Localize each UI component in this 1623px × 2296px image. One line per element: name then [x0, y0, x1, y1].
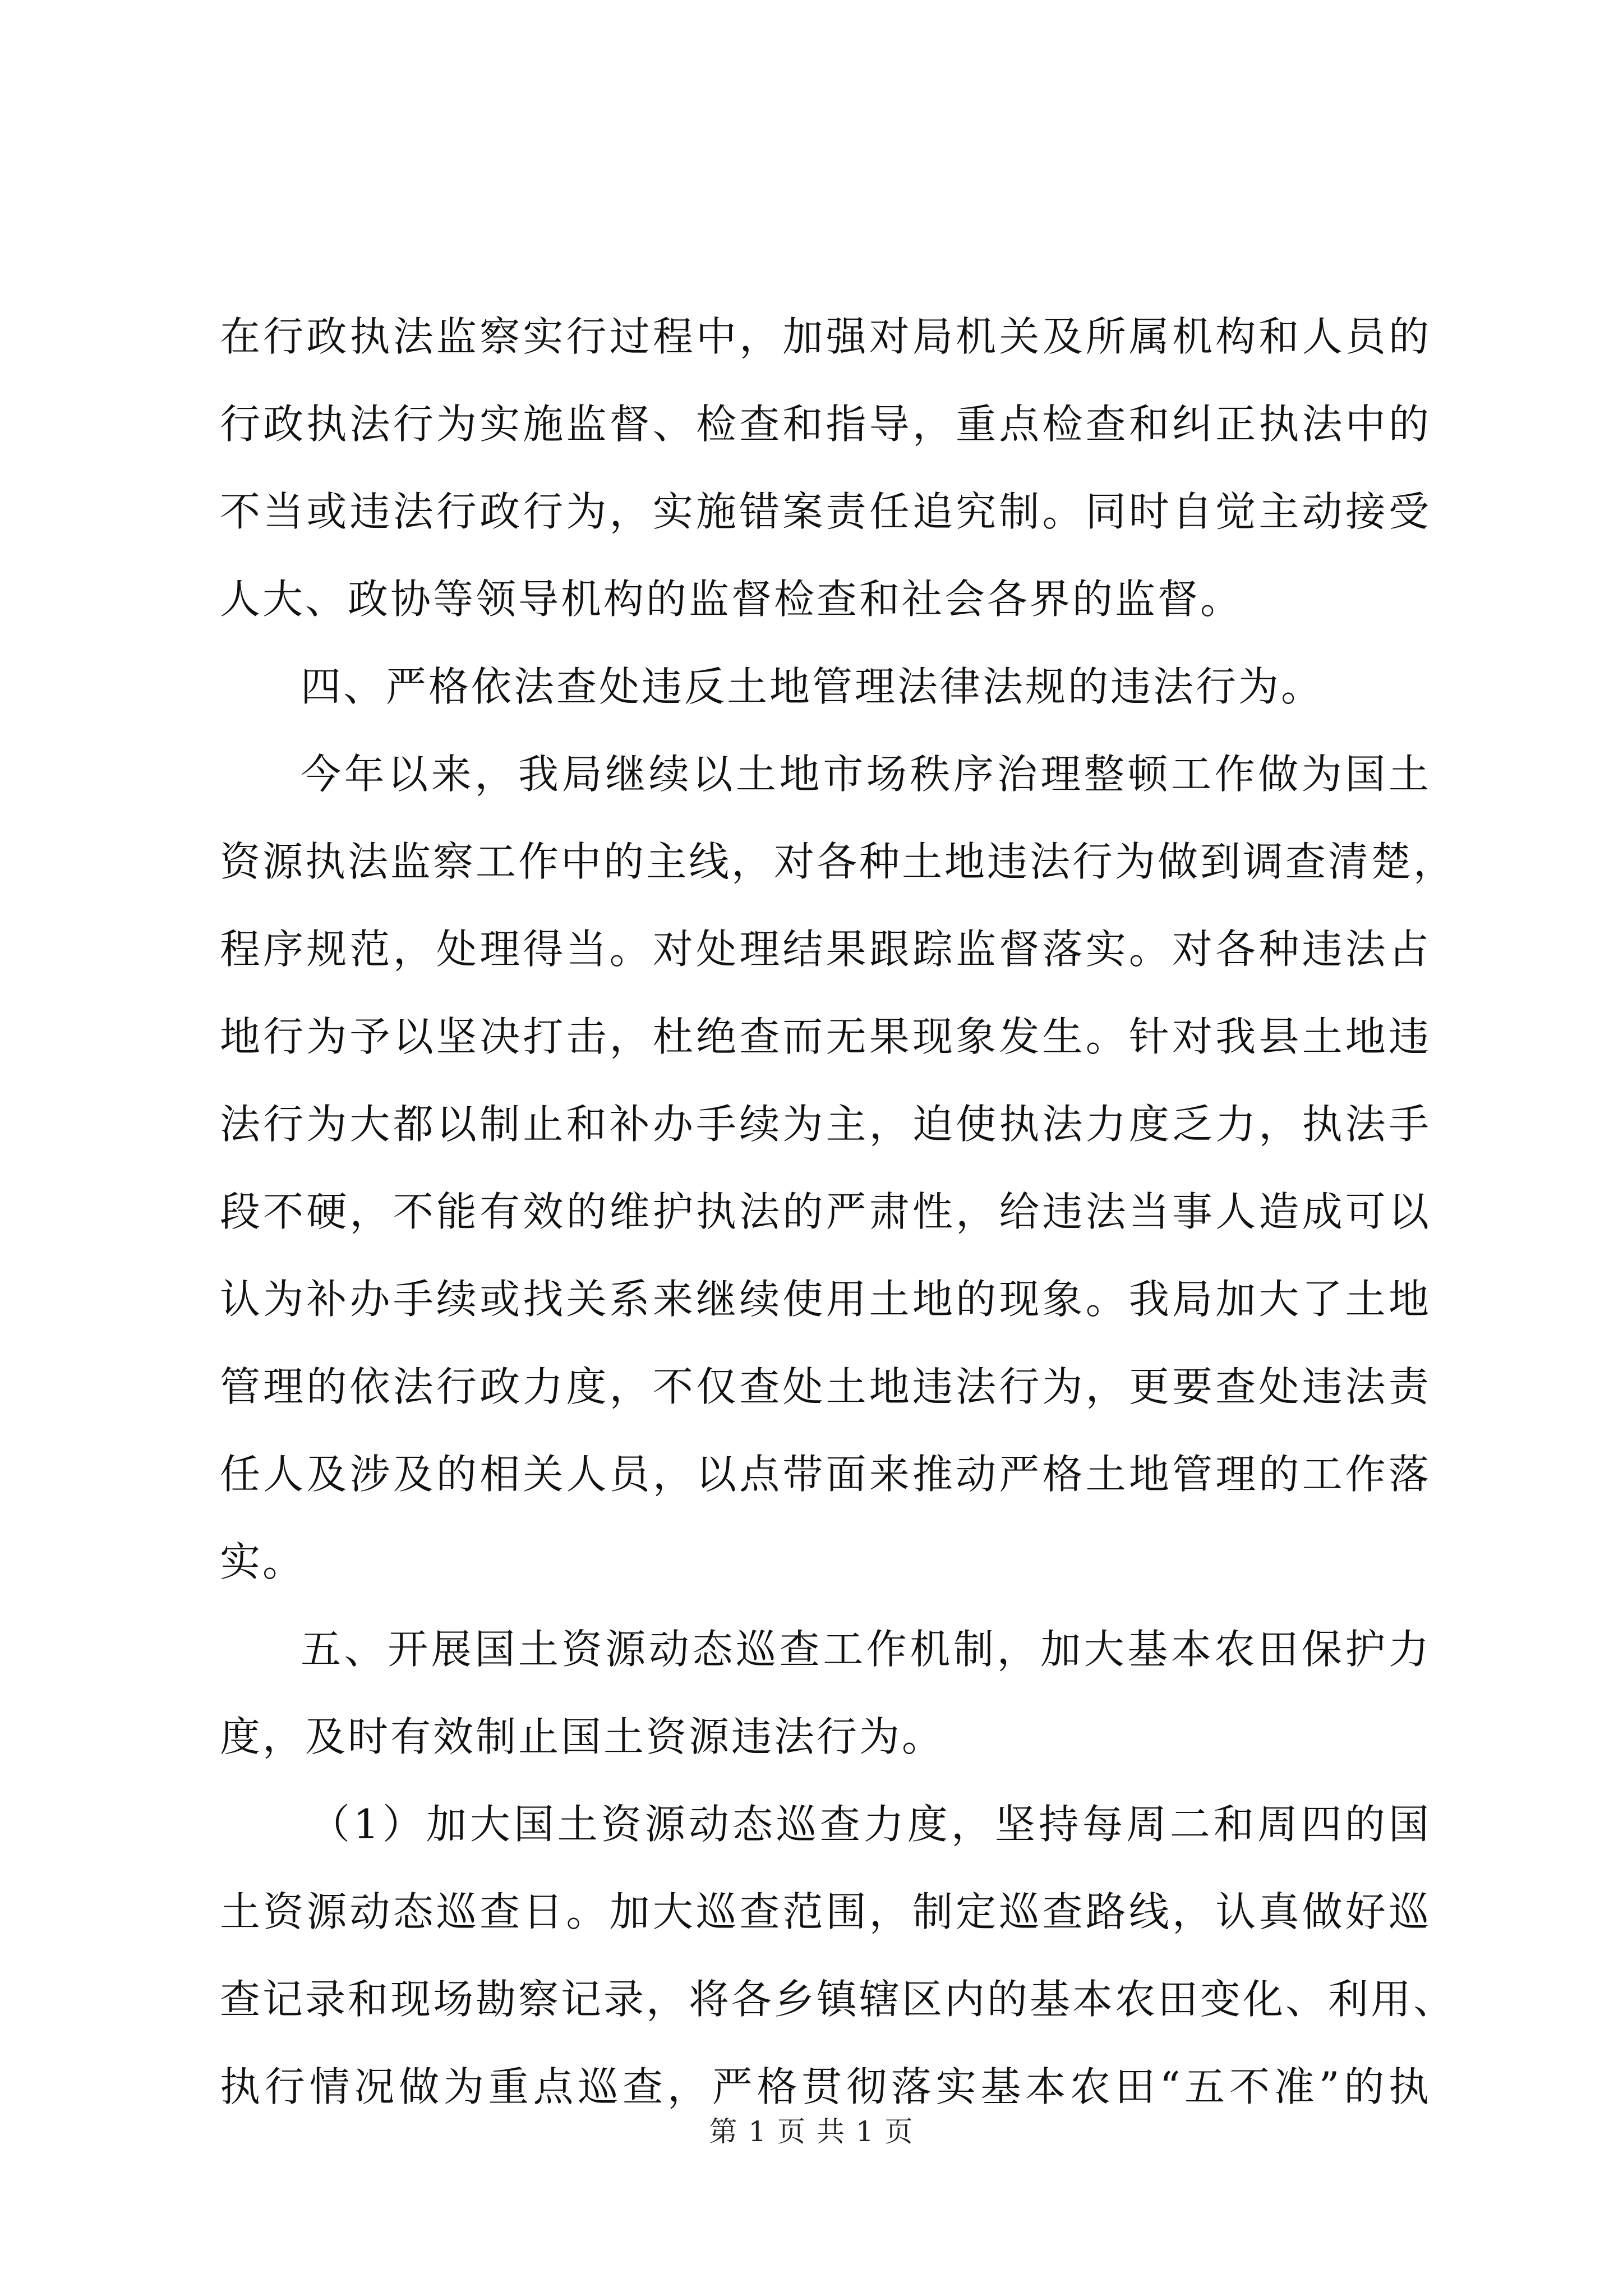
text-line: 程序规范，处理得当。对处理结果跟踪监督落实。对各种违法占 [220, 926, 1431, 973]
text-line: 土资源动态巡查日。加大巡查范围，制定巡查路线，认真做好巡 [220, 1888, 1431, 1935]
text-line: 认为补办手续或找关系来继续使用土地的现象。我局加大了土地 [220, 1276, 1431, 1323]
text-line: 地行为予以坚决打击，杜绝查而无果现象发生。针对我县土地违 [220, 1013, 1431, 1060]
text-line: （1）加大国土资源动态巡查力度，坚持每周二和周四的国 [310, 1801, 1431, 1848]
text-line: 执行情况做为重点巡查，严格贯彻落实基本农田“五不准”的执 [220, 2063, 1431, 2110]
text-line: 在行政执法监察实行过程中，加强对局机关及所属机构和人员的 [220, 313, 1431, 360]
text-line: 查记录和现场勘察记录，将各乡镇辖区内的基本农田变化、利用、 [220, 1976, 1456, 2023]
text-line: 今年以来，我局继续以土地市场秩序治理整顿工作做为国土 [301, 751, 1431, 798]
text-line: 行政执法行为实施监督、检查和指导，重点检查和纠正执法中的 [220, 401, 1431, 448]
text-line: 法行为大都以制止和补办手续为主，迫使执法力度乏力，执法手 [220, 1101, 1431, 1148]
page-footer: 第 1 页 共 1 页 [709, 2115, 914, 2148]
text-line: 人大、政协等领导机构的监督检查和社会各界的监督。 [220, 576, 1243, 623]
section-heading-5: 五、开展国土资源动态巡查工作机制，加大基本农田保护力 [301, 1626, 1431, 1673]
section-heading-4: 四、严格依法查处违反土地管理法律法规的违法行为。 [301, 663, 1324, 710]
text-line: 度，及时有效制止国土资源违法行为。 [220, 1713, 945, 1760]
text-line: 管理的依法行政力度，不仅查处土地违法行为，更要查处违法责 [220, 1363, 1431, 1410]
text-line: 段不硬，不能有效的维护执法的严肃性，给违法当事人造成可以 [220, 1188, 1431, 1235]
text-line: 不当或违法行政行为，实施错案责任追究制。同时自觉主动接受 [220, 488, 1431, 535]
text-line: 实。 [220, 1538, 306, 1585]
text-line: 资源执法监察工作中的主线，对各种土地违法行为做到调查清楚， [220, 838, 1456, 885]
text-line: 任人及涉及的相关人员，以点带面来推动严格土地管理的工作落 [220, 1451, 1431, 1498]
